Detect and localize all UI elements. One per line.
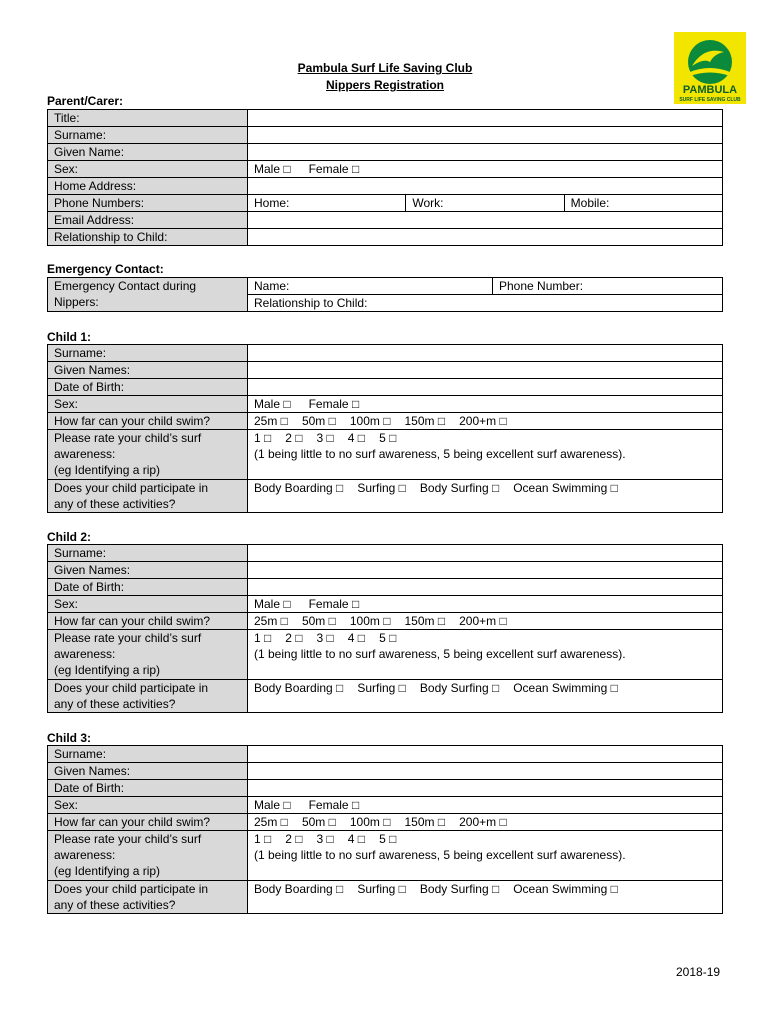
child-dob-field[interactable] bbox=[248, 579, 723, 596]
rating-label-line: Please rate your child’s surf bbox=[54, 631, 202, 645]
activities-label-line: any of these activities? bbox=[54, 898, 176, 912]
email-field[interactable] bbox=[248, 212, 723, 229]
swim-option-checkbox[interactable]: 25m □ bbox=[254, 414, 288, 428]
form-title: Nippers Registration bbox=[325, 78, 445, 92]
surname-label: Surname: bbox=[48, 127, 248, 144]
rating-note: (1 being little to no surf awareness, 5 being excellent surf awareness). bbox=[254, 647, 626, 661]
child-rating-field bbox=[248, 630, 723, 680]
child-dob-label: Date of Birth: bbox=[48, 780, 248, 797]
child-rating-label bbox=[48, 430, 248, 480]
child-dob-label: Date of Birth: bbox=[48, 379, 248, 396]
child-surname-label: Surname: bbox=[48, 545, 248, 562]
rating-label-line: awareness: bbox=[54, 447, 116, 461]
child-male-checkbox[interactable]: Male □ bbox=[254, 397, 291, 411]
activity-option-checkbox[interactable]: Body Boarding □ bbox=[254, 681, 344, 695]
activity-option-checkbox[interactable]: Body Boarding □ bbox=[254, 882, 344, 896]
activity-option-checkbox[interactable]: Ocean Swimming □ bbox=[513, 681, 618, 695]
club-logo bbox=[674, 32, 746, 104]
swim-option-checkbox[interactable]: 150m □ bbox=[404, 614, 446, 628]
swim-option-checkbox[interactable]: 200+m □ bbox=[459, 414, 507, 428]
activities-label-line: any of these activities? bbox=[54, 497, 176, 511]
child-dob-field[interactable] bbox=[248, 379, 723, 396]
child-male-checkbox[interactable]: Male □ bbox=[254, 798, 291, 812]
activity-option-checkbox[interactable]: Body Surfing □ bbox=[419, 882, 500, 896]
child-activities-label bbox=[48, 680, 248, 713]
activities-label-line: Does your child participate in bbox=[54, 481, 209, 495]
child-activities-label bbox=[48, 881, 248, 914]
child-given-names-label: Given Names: bbox=[48, 362, 248, 379]
club-title: Pambula Surf Life Saving Club bbox=[297, 61, 473, 75]
rating-option-checkbox[interactable]: 3 □ bbox=[316, 832, 334, 846]
activities-label-line: Does your child participate in bbox=[54, 882, 209, 896]
phone-numbers-field bbox=[248, 195, 723, 212]
child-1-heading: Child 1: bbox=[47, 330, 91, 344]
rating-option-checkbox[interactable]: 2 □ bbox=[285, 431, 303, 445]
home-address-field[interactable] bbox=[248, 178, 723, 195]
swim-option-checkbox[interactable]: 50m □ bbox=[301, 815, 336, 829]
rating-option-checkbox[interactable]: 4 □ bbox=[347, 431, 366, 445]
activity-option-checkbox[interactable]: Body Surfing □ bbox=[419, 481, 500, 495]
sex-label: Sex: bbox=[48, 161, 248, 178]
child-sex-field bbox=[248, 797, 723, 814]
rating-option-checkbox[interactable]: 1 □ bbox=[254, 631, 272, 645]
child-male-checkbox[interactable]: Male □ bbox=[254, 597, 291, 611]
svg-text:PAMBULA: PAMBULA bbox=[682, 84, 738, 96]
rating-label-line: awareness: bbox=[54, 647, 116, 661]
activities-label-line: any of these activities? bbox=[54, 697, 176, 711]
child-swim-field bbox=[248, 814, 723, 831]
child-rating-field bbox=[248, 831, 723, 881]
child-dob-field[interactable] bbox=[248, 780, 723, 797]
child-rating-label bbox=[48, 831, 248, 881]
rating-option-checkbox[interactable]: 5 □ bbox=[379, 631, 397, 645]
child-swim-field bbox=[248, 613, 723, 630]
child-swim-label: How far can your child swim? bbox=[48, 613, 248, 630]
rating-option-checkbox[interactable]: 5 □ bbox=[379, 431, 397, 445]
rating-option-checkbox[interactable]: 4 □ bbox=[347, 631, 366, 645]
child-sex-field bbox=[248, 396, 723, 413]
activities-label-line: Does your child participate in bbox=[54, 681, 209, 695]
swim-option-checkbox[interactable]: 200+m □ bbox=[459, 614, 507, 628]
rating-option-checkbox[interactable]: 3 □ bbox=[316, 431, 334, 445]
swim-option-checkbox[interactable]: 100m □ bbox=[349, 614, 391, 628]
rating-label-line: (eg Identifying a rip) bbox=[54, 463, 161, 477]
female-checkbox[interactable]: Female □ bbox=[308, 162, 360, 176]
child-activities-label bbox=[48, 480, 248, 513]
child-sex-label: Sex: bbox=[48, 797, 248, 814]
emergency-label: Emergency Contact during Nippers: bbox=[48, 278, 248, 312]
child-1-table bbox=[47, 344, 723, 513]
child-surname-label: Surname: bbox=[48, 345, 248, 362]
child-swim-label: How far can your child swim? bbox=[48, 413, 248, 430]
swim-option-checkbox[interactable]: 25m □ bbox=[254, 614, 288, 628]
activity-option-checkbox[interactable]: Surfing □ bbox=[357, 681, 406, 695]
rating-label-line: Please rate your child’s surf bbox=[54, 431, 202, 445]
child-given-names-field[interactable] bbox=[248, 763, 723, 780]
relationship-label: Relationship to Child: bbox=[48, 229, 248, 246]
emergency-table bbox=[47, 277, 723, 312]
title-field[interactable] bbox=[248, 110, 723, 127]
phone-numbers-label: Phone Numbers: bbox=[48, 195, 248, 212]
child-rating-field bbox=[248, 430, 723, 480]
parent-table bbox=[47, 109, 723, 246]
rating-label-line: (eg Identifying a rip) bbox=[54, 663, 161, 677]
home-phone-field[interactable]: Home: bbox=[254, 196, 290, 210]
rating-option-checkbox[interactable]: 2 □ bbox=[285, 631, 303, 645]
rating-option-checkbox[interactable]: 1 □ bbox=[254, 431, 272, 445]
child-swim-field bbox=[248, 413, 723, 430]
relationship-field[interactable] bbox=[248, 229, 723, 246]
title-label: Title: bbox=[48, 110, 248, 127]
activity-option-checkbox[interactable]: Surfing □ bbox=[357, 481, 406, 495]
child-given-names-label: Given Names: bbox=[48, 763, 248, 780]
rating-option-checkbox[interactable]: 4 □ bbox=[347, 832, 366, 846]
mobile-phone-field[interactable]: Mobile: bbox=[564, 195, 722, 211]
child-rating-label bbox=[48, 630, 248, 680]
activity-option-checkbox[interactable]: Ocean Swimming □ bbox=[513, 882, 618, 896]
rating-note: (1 being little to no surf awareness, 5 being excellent surf awareness). bbox=[254, 447, 626, 461]
child-given-names-label: Given Names: bbox=[48, 562, 248, 579]
footer-year: 2018-19 bbox=[676, 965, 721, 979]
swim-option-checkbox[interactable]: 50m □ bbox=[301, 614, 336, 628]
rating-option-checkbox[interactable]: 5 □ bbox=[379, 832, 397, 846]
swim-option-checkbox[interactable]: 50m □ bbox=[301, 414, 336, 428]
sex-field[interactable] bbox=[248, 161, 723, 178]
emergency-name-field[interactable]: Name: bbox=[254, 279, 290, 293]
swim-option-checkbox[interactable]: 25m □ bbox=[254, 815, 288, 829]
emergency-phone-field[interactable]: Phone Number: bbox=[492, 278, 722, 294]
child-3-heading: Child 3: bbox=[47, 731, 91, 745]
activity-option-checkbox[interactable]: Ocean Swimming □ bbox=[513, 481, 618, 495]
activity-option-checkbox[interactable]: Body Boarding □ bbox=[254, 481, 344, 495]
swim-option-checkbox[interactable]: 100m □ bbox=[349, 414, 391, 428]
home-address-label: Home Address: bbox=[48, 178, 248, 195]
child-activities-field bbox=[248, 480, 723, 513]
child-sex-field bbox=[248, 596, 723, 613]
child-surname-field[interactable] bbox=[248, 746, 723, 763]
given-name-field[interactable] bbox=[248, 144, 723, 161]
work-phone-field[interactable]: Work: bbox=[405, 195, 563, 211]
rating-option-checkbox[interactable]: 3 □ bbox=[316, 631, 334, 645]
rating-label-line: awareness: bbox=[54, 848, 116, 862]
child-swim-label: How far can your child swim? bbox=[48, 814, 248, 831]
male-checkbox[interactable]: Male □ bbox=[254, 162, 291, 176]
child-3-table bbox=[47, 745, 723, 914]
swim-option-checkbox[interactable]: 150m □ bbox=[404, 414, 446, 428]
emergency-relationship-field[interactable]: Relationship to Child: bbox=[248, 295, 723, 312]
child-2-heading: Child 2: bbox=[47, 530, 91, 544]
child-female-checkbox[interactable]: Female □ bbox=[308, 597, 360, 611]
child-activities-field bbox=[248, 680, 723, 713]
svg-text:SURF LIFE SAVING CLUB: SURF LIFE SAVING CLUB bbox=[679, 97, 741, 103]
child-female-checkbox[interactable]: Female □ bbox=[308, 798, 360, 812]
rating-option-checkbox[interactable]: 1 □ bbox=[254, 832, 272, 846]
emergency-name-phone bbox=[248, 278, 723, 295]
emergency-heading: Emergency Contact: bbox=[47, 262, 164, 276]
child-2-table bbox=[47, 544, 723, 713]
rating-option-checkbox[interactable]: 2 □ bbox=[285, 832, 303, 846]
swim-option-checkbox[interactable]: 150m □ bbox=[404, 815, 446, 829]
swim-option-checkbox[interactable]: 200+m □ bbox=[459, 815, 507, 829]
rating-label-line: (eg Identifying a rip) bbox=[54, 864, 161, 878]
child-activities-field bbox=[248, 881, 723, 914]
child-surname-label: Surname: bbox=[48, 746, 248, 763]
child-sex-label: Sex: bbox=[48, 396, 248, 413]
child-female-checkbox[interactable]: Female □ bbox=[308, 397, 360, 411]
rating-label-line: Please rate your child’s surf bbox=[54, 832, 202, 846]
child-given-names-field[interactable] bbox=[248, 562, 723, 579]
surname-field[interactable] bbox=[248, 127, 723, 144]
given-name-label: Given Name: bbox=[48, 144, 248, 161]
child-surname-field[interactable] bbox=[248, 545, 723, 562]
email-label: Email Address: bbox=[48, 212, 248, 229]
child-dob-label: Date of Birth: bbox=[48, 579, 248, 596]
activity-option-checkbox[interactable]: Surfing □ bbox=[357, 882, 406, 896]
child-sex-label: Sex: bbox=[48, 596, 248, 613]
activity-option-checkbox[interactable]: Body Surfing □ bbox=[419, 681, 500, 695]
swim-option-checkbox[interactable]: 100m □ bbox=[349, 815, 391, 829]
parent-heading: Parent/Carer: bbox=[47, 94, 124, 108]
child-given-names-field[interactable] bbox=[248, 362, 723, 379]
child-surname-field[interactable] bbox=[248, 345, 723, 362]
rating-note: (1 being little to no surf awareness, 5 being excellent surf awareness). bbox=[254, 848, 626, 862]
